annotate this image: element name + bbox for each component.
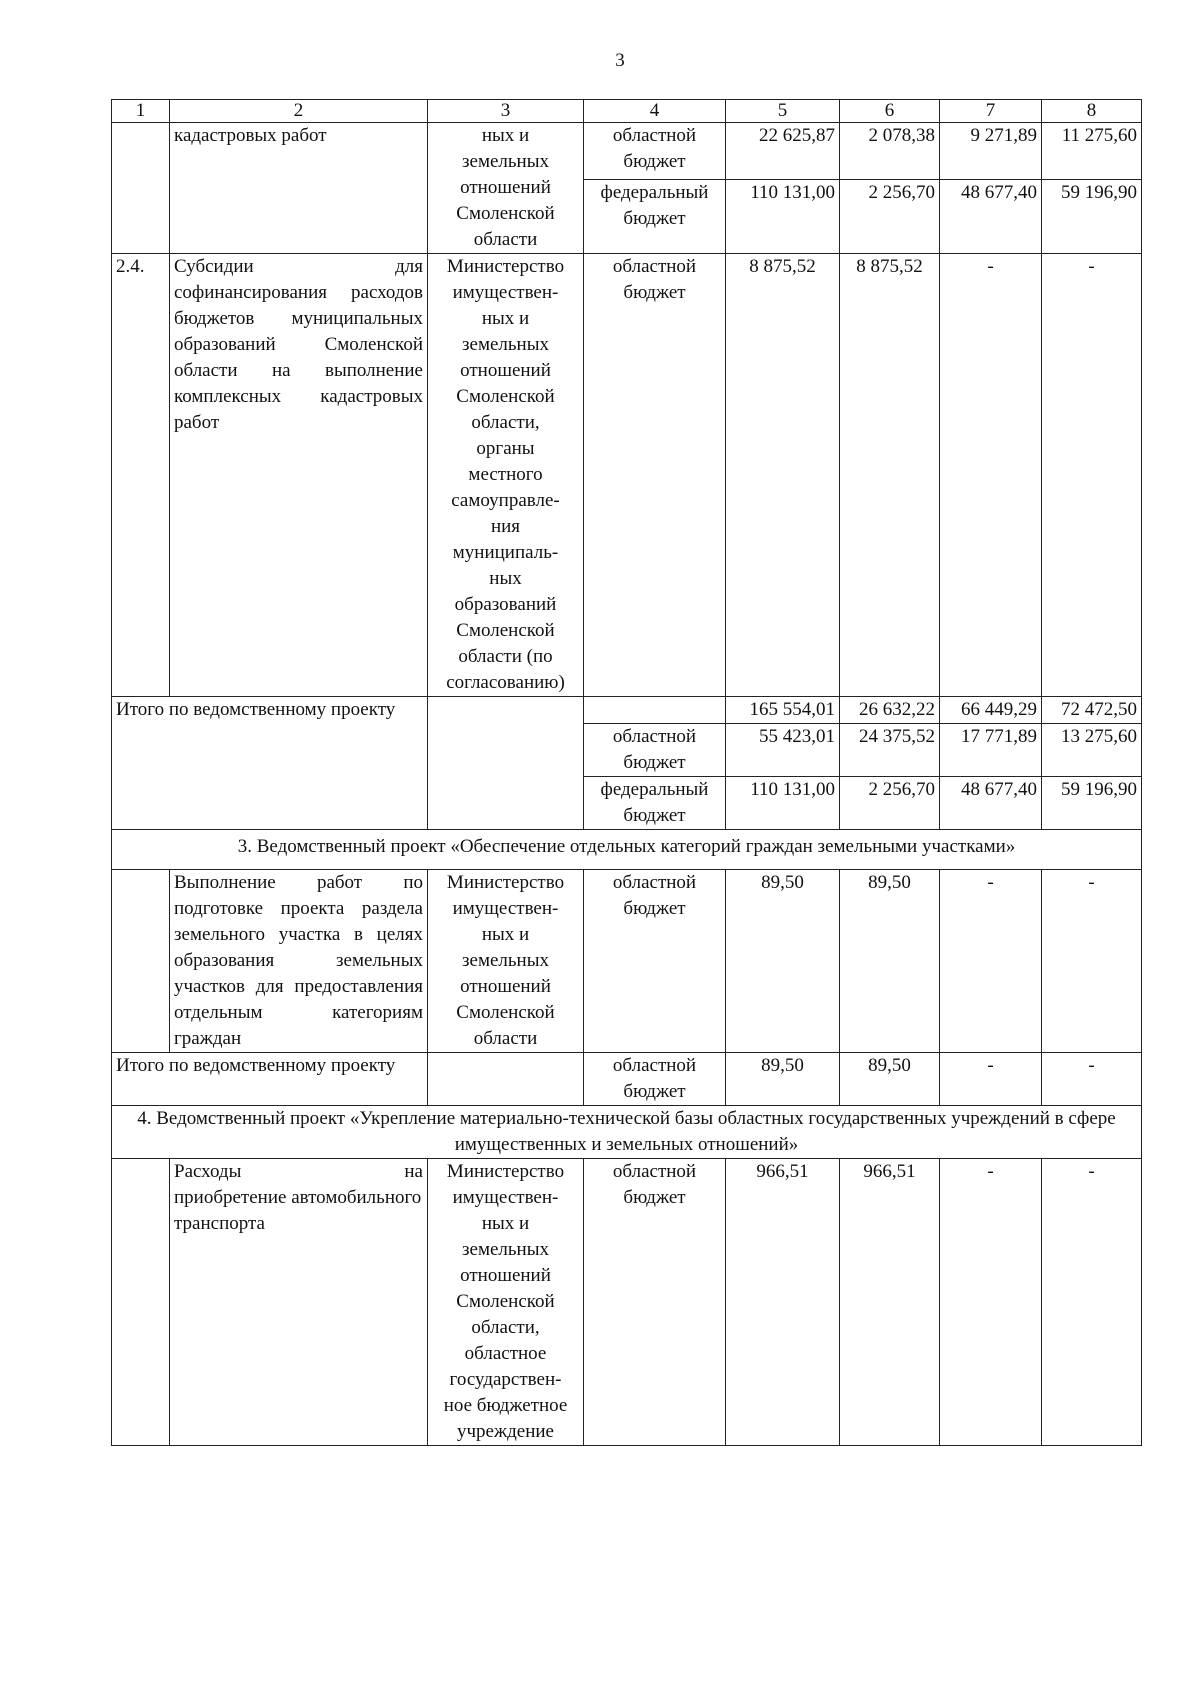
column-number: 1 — [112, 100, 170, 123]
table-row — [112, 870, 1142, 1053]
amount-year-2: 48 677,40 — [940, 777, 1042, 830]
amount-year-1: 24 375,52 — [840, 724, 940, 777]
row-number — [112, 1159, 170, 1446]
funding-source: федеральный бюджет — [584, 777, 726, 830]
row-number — [112, 870, 170, 1053]
funding-source: областной бюджет — [584, 724, 726, 777]
amount-year-1: 966,51 — [840, 1159, 940, 1446]
funding-source: областной бюджет — [584, 870, 726, 1053]
column-number: 7 — [940, 100, 1042, 123]
funding-source: областной бюджет — [584, 1159, 726, 1446]
amount-year-3: 59 196,90 — [1042, 777, 1142, 830]
budget-table — [111, 99, 1142, 1446]
executor: Министерство имуществен- ных и земельных отношений Смоленской области, областное государствен- ное бюджетное учреждение — [428, 1159, 584, 1446]
amount-year-2: - — [940, 254, 1042, 697]
amount-total: 22 625,87 — [726, 123, 840, 180]
amount-year-3: 11 275,60 — [1042, 123, 1142, 180]
executor — [428, 1053, 584, 1106]
amount-total: 165 554,01 — [726, 697, 840, 724]
amount-year-1: 2 256,70 — [840, 777, 940, 830]
amount-total: 966,51 — [726, 1159, 840, 1446]
amount-total: 110 131,00 — [726, 777, 840, 830]
funding-source: федеральный бюджет — [584, 180, 726, 254]
funding-source — [584, 697, 726, 724]
amount-year-3: 72 472,50 — [1042, 697, 1142, 724]
funding-source: областной бюджет — [584, 123, 726, 180]
amount-year-2: - — [940, 870, 1042, 1053]
amount-year-3: - — [1042, 1053, 1142, 1106]
amount-year-1: 89,50 — [840, 870, 940, 1053]
amount-year-2: 48 677,40 — [940, 180, 1042, 254]
total-label: Итого по ведомственному проекту — [112, 1053, 428, 1106]
amount-total: 8 875,52 — [726, 254, 840, 697]
activity-name — [170, 1159, 428, 1446]
activity-name-first-line: Расходы на — [174, 1161, 423, 1182]
amount-year-1: 2 078,38 — [840, 123, 940, 180]
amount-year-3: 59 196,90 — [1042, 180, 1142, 254]
executor: Министерство имуществен- ных и земельных отношений Смоленской области — [428, 870, 584, 1053]
amount-year-1: 89,50 — [840, 1053, 940, 1106]
amount-year-2: 66 449,29 — [940, 697, 1042, 724]
activity-name-rest: приобретение автомобильного транспорта — [174, 1187, 422, 1234]
row-number — [112, 123, 170, 254]
activity-name-first-line: Субсидии для — [174, 256, 423, 277]
executor — [428, 697, 584, 830]
total-label: Итого по ведомственному проекту — [112, 697, 428, 830]
amount-year-3: - — [1042, 1159, 1142, 1446]
amount-total: 55 423,01 — [726, 724, 840, 777]
activity-name: кадастровых работ — [170, 123, 428, 254]
amount-total: 89,50 — [726, 1053, 840, 1106]
amount-year-2: 9 271,89 — [940, 123, 1042, 180]
page-number: 3 — [615, 50, 625, 71]
funding-source: областной бюджет — [584, 254, 726, 697]
amount-year-1: 2 256,70 — [840, 180, 940, 254]
table-row — [112, 254, 1142, 697]
section-row — [112, 1106, 1142, 1159]
amount-total: 110 131,00 — [726, 180, 840, 254]
amount-year-2: - — [940, 1053, 1042, 1106]
amount-year-1: 8 875,52 — [840, 254, 940, 697]
funding-source: областной бюджет — [584, 1053, 726, 1106]
column-number: 5 — [726, 100, 840, 123]
column-number: 2 — [170, 100, 428, 123]
activity-name — [170, 254, 428, 697]
total-row — [112, 1053, 1142, 1106]
executor: Министерство имуществен- ных и земельных отношений Смоленской области, органы местного самоуправле- ния муниципаль- ных образований Смоленской области (по согласованию) — [428, 254, 584, 697]
table-row — [112, 123, 1142, 180]
amount-year-2: 17 771,89 — [940, 724, 1042, 777]
amount-year-2: - — [940, 1159, 1042, 1446]
column-number: 6 — [840, 100, 940, 123]
amount-total: 89,50 — [726, 870, 840, 1053]
total-row — [112, 697, 1142, 724]
amount-year-3: - — [1042, 870, 1142, 1053]
section-title: 4. Ведомственный проект «Укрепление материально-технической базы областных государственных учреждений в сфере имущественных и земельных отношений» — [112, 1106, 1142, 1159]
activity-name-rest: софинансирования расходов бюджетов муниципальных образований Смоленской области на выполнение комплексных кадастровых работ — [174, 282, 423, 433]
activity-name: Выполнение работ по подготовке проекта раздела земельного участка в целях образования земельных участков для предоставления отдельным категориям граждан — [170, 870, 428, 1053]
table-row — [112, 1159, 1142, 1446]
amount-year-3: - — [1042, 254, 1142, 697]
column-number: 8 — [1042, 100, 1142, 123]
section-title: 3. Ведомственный проект «Обеспечение отдельных категорий граждан земельными участками» — [112, 830, 1142, 870]
section-row — [112, 830, 1142, 870]
row-number: 2.4. — [112, 254, 170, 697]
column-numbers-row — [112, 100, 1142, 123]
amount-year-3: 13 275,60 — [1042, 724, 1142, 777]
column-number: 4 — [584, 100, 726, 123]
executor: ных и земельных отношений Смоленской области — [428, 123, 584, 254]
amount-year-1: 26 632,22 — [840, 697, 940, 724]
column-number: 3 — [428, 100, 584, 123]
